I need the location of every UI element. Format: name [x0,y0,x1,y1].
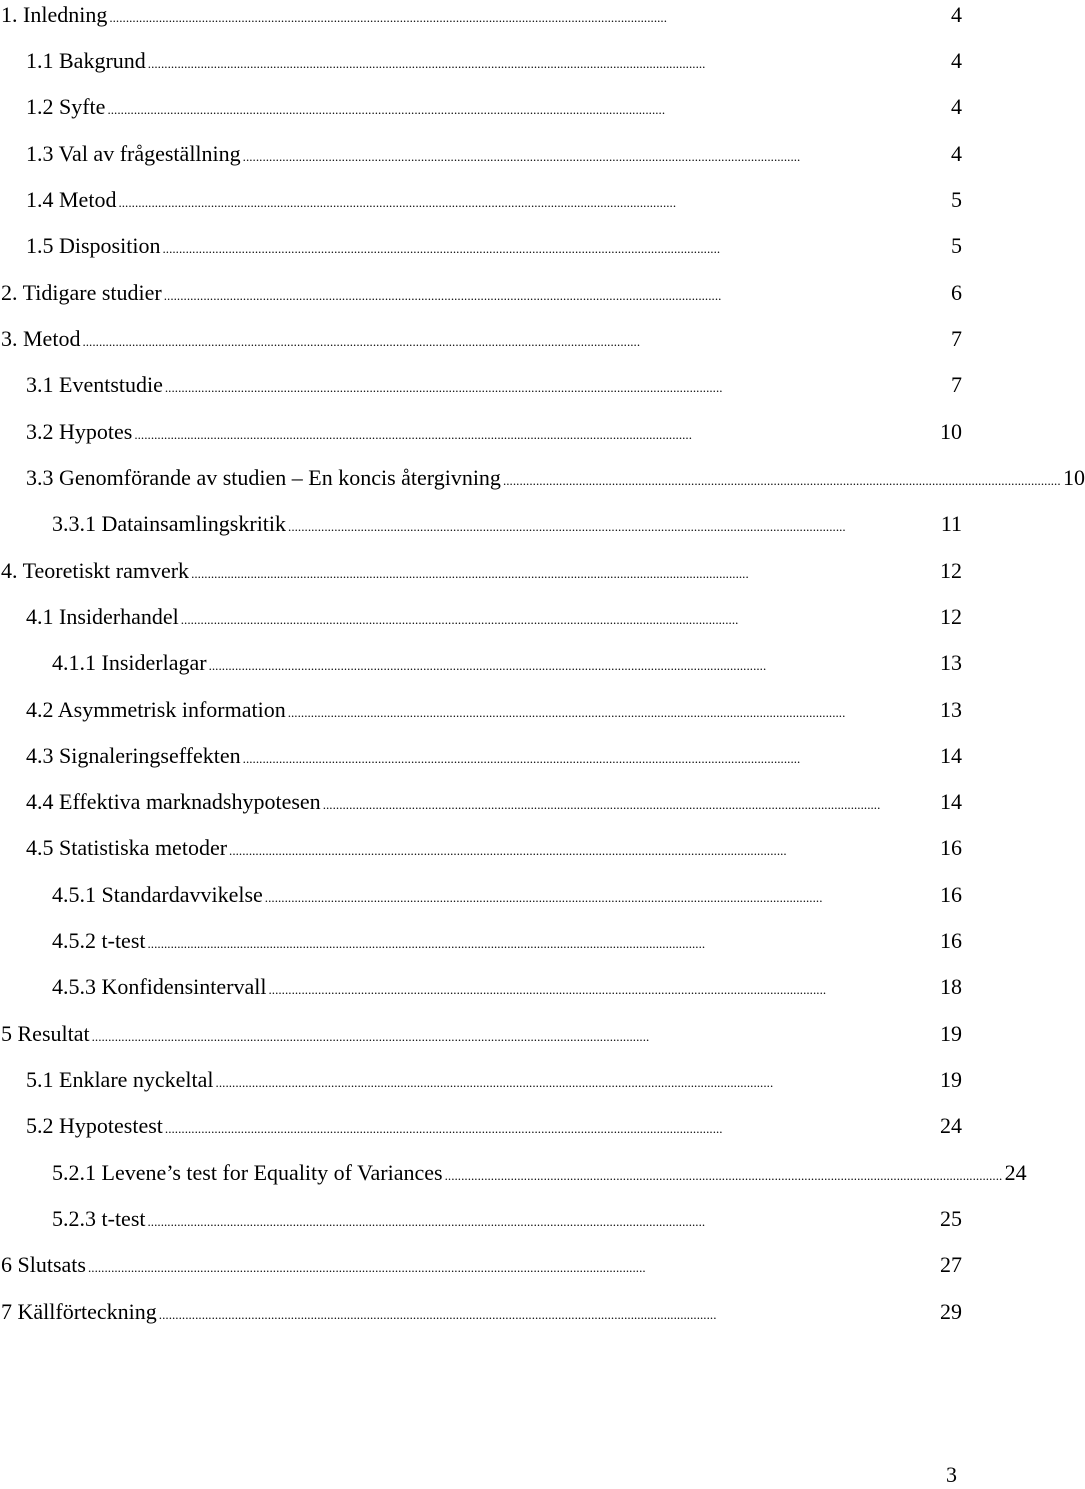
toc-entry-page: 13 [940,650,962,675]
toc-entry-page: 19 [940,1021,962,1046]
toc-entry-page: 5 [951,187,962,212]
toc-entry-page: 7 [951,326,962,351]
dot-leader [148,926,937,959]
toc-entry[interactable] [52,509,962,539]
toc-entry-label: 4.5 Statistiska metoder [26,835,228,860]
toc-entry-label: 4.1 Insiderhandel [26,604,179,629]
toc-entry-label: 4.3 Signaleringseffekten [26,743,241,768]
toc-entry-page: 18 [940,974,962,999]
toc-entry[interactable] [1,324,962,354]
toc-entry[interactable] [26,695,962,725]
toc-entry[interactable] [26,1065,962,1095]
dot-leader [164,278,947,311]
dot-leader [503,463,1059,496]
toc-entry-page: 16 [940,882,962,907]
toc-entry-label: 1.4 Metod [26,187,117,212]
toc-entry-page: 12 [940,558,962,583]
toc-entry[interactable] [26,463,1085,493]
toc-entry[interactable] [1,278,962,308]
toc-entry[interactable] [52,1158,1027,1188]
toc-entry-page: 29 [940,1299,962,1324]
dot-leader [243,741,936,774]
toc-entry[interactable] [1,556,962,586]
toc-entry-label: 3.2 Hypotes [26,419,133,444]
dot-leader [162,231,947,264]
toc-entry-page: 6 [951,280,962,305]
dot-leader [191,556,936,589]
dot-leader [107,92,947,125]
toc-entry-label: 1.5 Disposition [26,233,161,258]
dot-leader [229,833,936,866]
toc-entry[interactable] [26,185,962,215]
toc-entry-label: 4.5.2 t-test [52,928,146,953]
toc-entry[interactable] [26,602,962,632]
dot-leader [159,1297,936,1330]
toc-entry[interactable] [52,926,962,956]
toc-entry-label: 2. Tidigare studier [1,280,162,305]
dot-leader [165,370,947,403]
toc-entry[interactable] [1,1019,962,1049]
toc-entry-label: 4. Teoretiskt ramverk [1,558,190,583]
dot-leader [445,1158,1001,1191]
toc-entry-label: 1. Inledning [1,2,108,27]
dot-leader [148,46,947,79]
toc-entry[interactable] [26,417,962,447]
dot-leader [165,1111,936,1144]
toc-entry[interactable] [26,741,962,771]
toc-entry-label: 4.5.1 Standardavvikelse [52,882,263,907]
toc-entry-page: 16 [940,835,962,860]
toc-entry[interactable] [26,139,962,169]
toc-entry-label: 4.1.1 Insiderlagar [52,650,207,675]
toc-entry-label: 1.2 Syfte [26,94,106,119]
toc-entry-label: 4.5.3 Konfidensintervall [52,974,267,999]
toc-entry[interactable] [52,1204,962,1234]
toc-entry-page: 10 [1063,465,1085,490]
dot-leader [118,185,947,218]
toc-entry-page: 4 [951,94,962,119]
dot-leader [288,695,936,728]
toc-entry-label: 1.1 Bakgrund [26,48,146,73]
toc-entry-label: 5 Resultat [1,1021,90,1046]
toc-entry-page: 4 [951,2,962,27]
toc-entry[interactable] [26,1111,962,1141]
toc-entry-label: 3.1 Eventstudie [26,372,163,397]
toc-entry-page: 11 [940,511,962,536]
toc-entry-page: 24 [1004,1160,1027,1185]
dot-leader [109,0,947,33]
toc-entry-page: 25 [940,1206,962,1231]
toc-entry-page: 24 [940,1113,962,1138]
toc-entry-page: 12 [940,604,962,629]
toc-entry-page: 19 [940,1067,962,1092]
dot-leader [88,1250,936,1283]
toc-entry-label: 7 Källförteckning [1,1299,157,1324]
dot-leader [209,648,936,681]
toc-entry[interactable] [26,46,962,76]
toc-entry-page: 14 [940,743,962,768]
toc-entry-page: 13 [940,697,962,722]
dot-leader [181,602,936,635]
toc-entry-label: 1.3 Val av frågeställning [26,141,241,166]
toc-entry[interactable] [52,972,962,1002]
toc-entry-label: 3. Metod [1,326,81,351]
toc-entry-label: 3.3 Genomförande av studien – En koncis återgivning [26,465,501,490]
dot-leader [268,972,936,1005]
toc-entry[interactable] [52,648,962,678]
toc-entry-label: 5.2.1 Levene’s test for Equality of Variances [52,1160,443,1185]
toc-entry-page: 7 [951,372,962,397]
toc-entry[interactable] [26,833,962,863]
toc-entry[interactable] [26,370,962,400]
dot-leader [148,1204,937,1237]
toc-entry-label: 5.2 Hypotestest [26,1113,163,1138]
toc-entry-page: 10 [940,419,962,444]
dot-leader [265,880,936,913]
dot-leader [323,787,936,820]
toc-entry-label: 5.2.3 t-test [52,1206,146,1231]
toc-entry-label: 4.4 Effektiva marknadshypotesen [26,789,321,814]
dot-leader [92,1019,936,1052]
toc-entry[interactable] [52,880,962,910]
toc-entry-page: 27 [940,1252,962,1277]
dot-leader [134,417,936,450]
toc-entry-page: 4 [951,141,962,166]
toc-entry-page: 4 [951,48,962,73]
dot-leader [243,139,947,172]
toc-entry-page: 5 [951,233,962,258]
toc-entry-label: 5.1 Enklare nyckeltal [26,1067,214,1092]
toc-entry[interactable] [26,787,962,817]
toc-entry-label: 3.3.1 Datainsamlingskritik [52,511,287,536]
toc-entry[interactable] [1,0,962,30]
toc-entry[interactable] [1,1297,962,1327]
dot-leader [288,509,937,542]
toc-entry[interactable] [1,1250,962,1280]
dot-leader [216,1065,936,1098]
toc-entry-label: 4.2 Asymmetrisk information [26,697,286,722]
toc-entry-label: 6 Slutsats [1,1252,86,1277]
toc-entry-page: 14 [940,789,962,814]
toc-entry[interactable] [26,92,962,122]
toc-entry[interactable] [26,231,962,261]
dot-leader [82,324,947,357]
page-number: 3 [946,1462,957,1487]
toc-entry-page: 16 [940,928,962,953]
